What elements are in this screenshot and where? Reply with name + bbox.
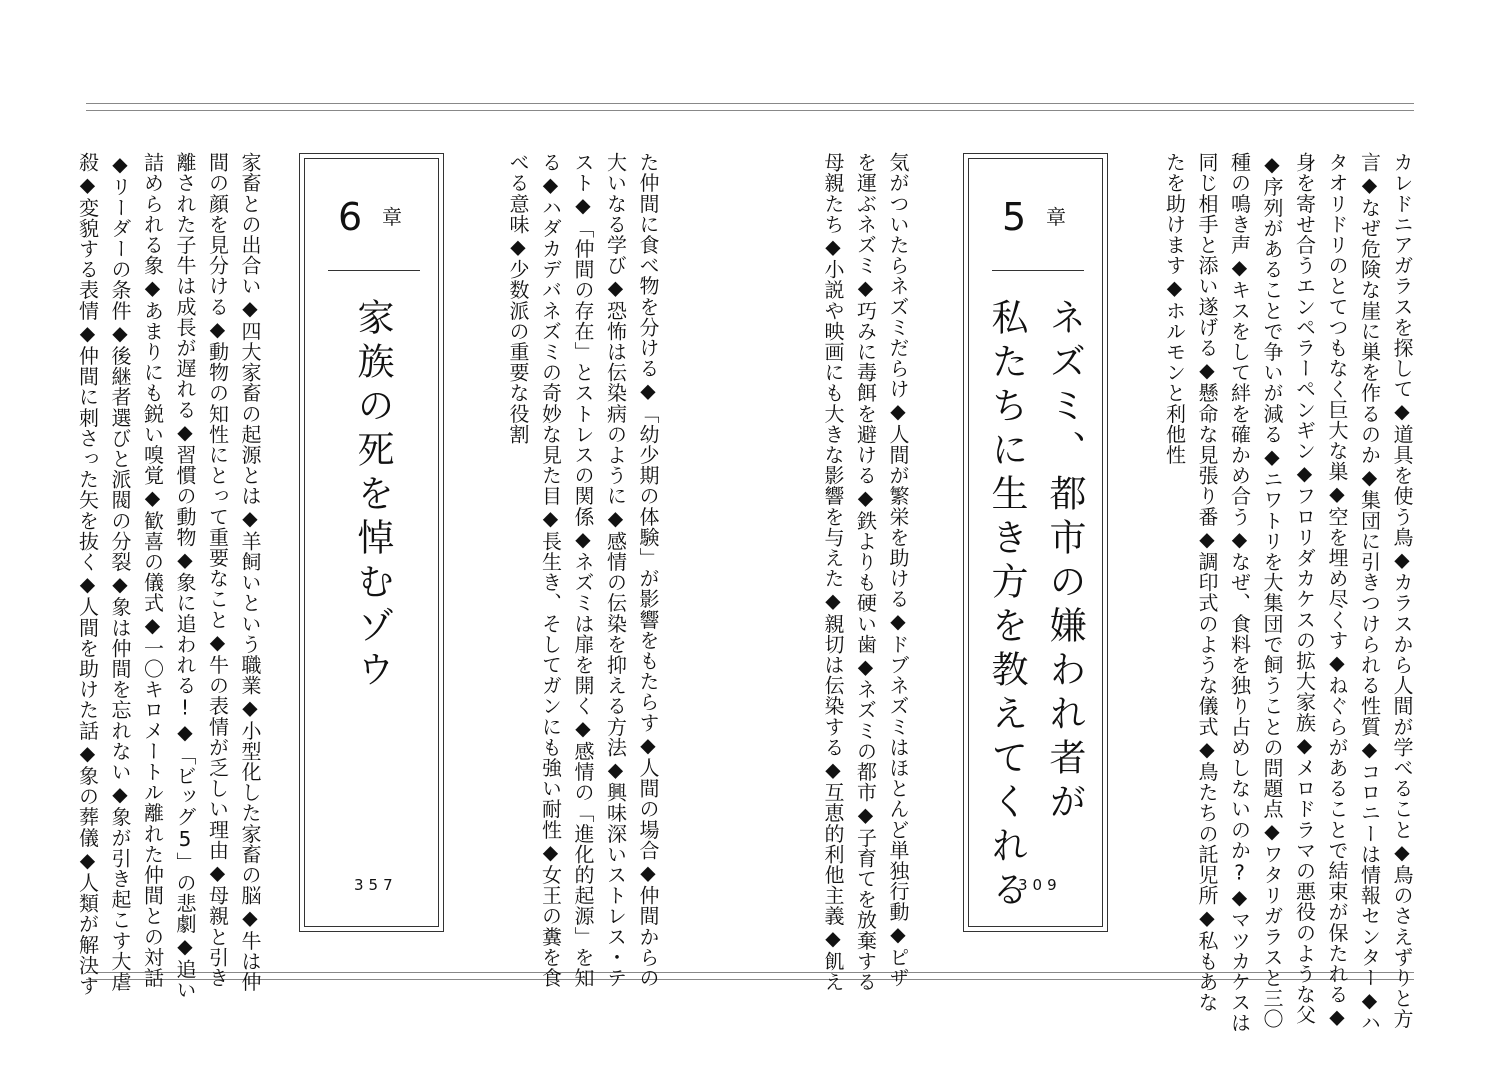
chapter-5-title-line: ネズミ、都市の嫌われ者が — [1043, 298, 1086, 826]
toc-line: 詰められる象◆あまりにも鋭い嗅覚◆歓喜の儀式◆一〇キロメートル離れた仲間との対話 — [140, 152, 165, 988]
toc-line: タオリドリのとてつもなく巨大な巣◆空を埋め尽くす◆ねぐらがあることで結束が保たれる◆ — [1325, 152, 1349, 1030]
toc-line: 種の鳴き声◆キスをして絆を確かめ合う◆なぜ、食料を独り占めしないのか?◆マツカケスは — [1227, 152, 1252, 1034]
toc-line: 気がついたらネズミだらけ◆人間が繁栄を助ける◆ドブネズミはほとんど単独行動◆ピザ — [886, 152, 910, 988]
toc-line: た仲間に食べ物を分ける◆「幼少期の体験」が影響をもたらす◆人間の場合◆仲間からの — [636, 152, 660, 988]
header-rule-top — [86, 103, 1414, 104]
toc-line: ◆序列があることで争いが減る◆ニワトリを大集団で飼うことの問題点◆ワタリガラスと三〇 — [1260, 152, 1284, 1030]
toc-line: 間の顔を見分ける◆動物の知性にとって重要なこと◆牛の表情が乏しい理由◆母親と引き — [205, 152, 230, 988]
chapter-5-contents-cont — [502, 152, 665, 988]
chapter-6-title-line: 家族の死を悼むゾウ — [351, 298, 394, 694]
chapter-6-divider — [328, 270, 420, 271]
toc-line: スト◆「仲間の存在」とストレスの関係◆ネズミは扉を開く◆感情の「進化的起源」を知 — [571, 152, 595, 988]
toc-line: 言◆なぜ危険な崖に巣を作るのか◆集団に引きつけられる性質◆コロニーは情報センター◆ハ — [1357, 152, 1382, 1034]
toc-line: ◆リーダーの条件◆後継者選びと派閥の分裂◆象は仲間を忘れない◆象が引き起こす大虐 — [108, 152, 132, 992]
chapter-5-page-number: 309 — [1018, 876, 1062, 894]
toc-line: べる意味◆少数派の重要な役割 — [506, 152, 530, 445]
chapter-5-box — [963, 153, 1108, 932]
chapter-6-contents — [71, 152, 266, 1000]
toc-line: 大いなる学び◆恐怖は伝染病のように◆感情の伝染を抑える方法◆興味深いストレス・テ — [603, 152, 628, 988]
toc-line: 母親たち◆小説や映画にも大きな影響を与えた◆親切は伝染する◆互恵的利他主義◆飢え — [821, 152, 845, 992]
header-rule-bottom — [86, 110, 1414, 111]
chapter-6-label: 章 — [382, 205, 402, 229]
toc-text-block — [1158, 152, 1418, 1034]
chapter-6-title — [343, 298, 401, 694]
chapter-5-label: 章 — [1046, 205, 1066, 229]
toc-line: を運ぶネズミ◆巧みに毒餌を避ける◆鉄よりも硬い歯◆ネズミの都市◆子育てを放棄する — [853, 152, 878, 992]
chapter-5-divider — [992, 270, 1084, 271]
toc-line: る◆ハダカデバネズミの奇妙な見た目◆長生き、そしてガンにも強い耐性◆女王の糞を食 — [538, 152, 563, 988]
chapter-6-number: 6 — [338, 195, 363, 239]
chapter-5-title-line: 私たちに生き方を教えてくれる — [985, 298, 1028, 914]
toc-line: カレドニアガラスを探して◆道具を使う鳥◆カラスから人間が学べること◆鳥のさえずりと方 — [1390, 152, 1414, 1030]
chapter-6-box — [299, 153, 444, 932]
toc-line: 同じ相手と添い遂げる◆懸命な見張り番◆調印式のような儀式◆鳥たちの託児所◆私もあな — [1195, 152, 1219, 1013]
chapter-5-contents — [817, 152, 915, 992]
toc-line: 離された子牛は成長が遅れる◆習慣の動物◆象に追われる!◆「ビッグ5」の悲劇◆追い — [173, 152, 197, 1000]
chapter-5-number: 5 — [1002, 195, 1027, 239]
toc-line: 殺◆変貌する表情◆仲間に刺さった矢を抜く◆人間を助けた話◆象の葬儀◆人類が解決す — [75, 152, 100, 996]
toc-line: 身を寄せ合うエンペラーペンギン◆フロリダカケスの拡大家族◆メロドラマの悪役のような父 — [1292, 152, 1317, 1026]
toc-line: たを助けます◆ホルモンと利他性 — [1162, 152, 1187, 465]
toc-line: 家畜との出合い◆四大家畜の起源とは◆羊飼いという職業◆小型化した家畜の脳◆牛は仲 — [238, 152, 262, 992]
chapter-6-page-number: 357 — [354, 876, 398, 894]
chapter-5-title — [977, 298, 1093, 914]
